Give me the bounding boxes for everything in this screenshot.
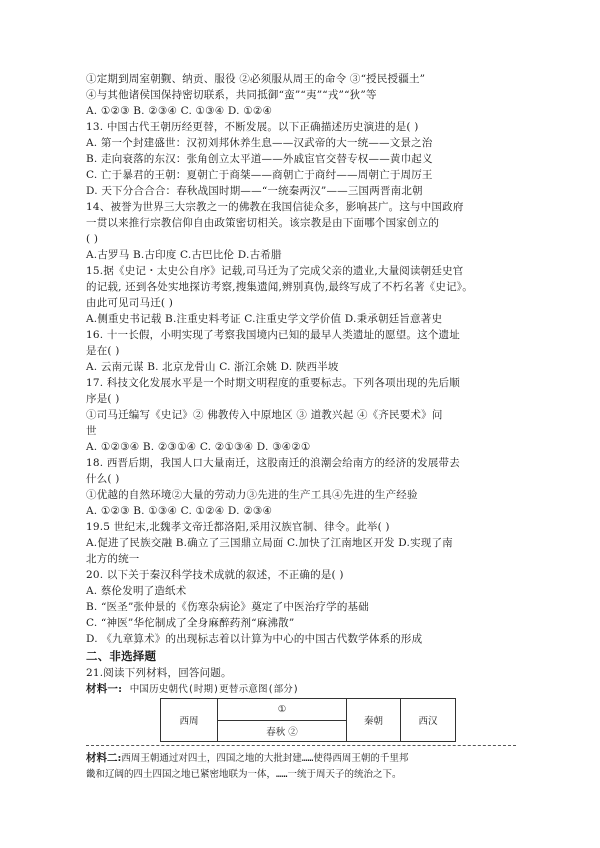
q13-option-a: A. 第一个封建盛世：汉初刘邦休养生息——汉武帝的大一统——文景之治 [86,137,433,149]
q20-option-b: B. “医圣”张仲景的《伤寒杂病论》奠定了中医治疗学的基础 [86,601,369,613]
q18-stem-1: 18. 西晋后期，我国人口大量南迁，这股南迁的浪潮会给南方的经济的发展带去 [86,457,460,469]
q17-items-1: ①司马迁编写《史记》② 佛教传入中原地区 ③ 道教兴起 ④《齐民要术》问 [86,409,443,421]
q13-option-d: D. 天下分合合合：春秋战国时期——“一统秦两汉”——三国两晋南北朝 [86,185,423,197]
cell-xizhou: 西周 [160,698,218,742]
cell-xihan: 西汉 [400,698,456,742]
q15-stem-1: 15.据《史记・太史公自序》记载,司马迁为了完成父亲的遗业,大量阅读朝廷史官 [86,265,464,277]
q14-stem-3: ( ) [86,233,99,245]
q14-stem-1: 14、被誉为世界三大宗教之一的佛教在我国信徒众多，影响甚广。这与中国政府 [86,201,464,213]
material2-line-1 [86,751,408,766]
q15-stem-2: 的记载, 还到各处实地探访考察,搜集遗闻,辨别真伪,最终写成了不朽名著《史记》。 [86,281,473,293]
q17-stem-2: 序是( ) [86,393,120,405]
material1-label: 材料一: [86,683,123,695]
q19-options-2: 北方的统一 [86,553,140,565]
q17-items-2: 世 [86,425,97,437]
q20-option-a: A. 蔡伦发明了造纸术 [86,585,187,597]
q14-options: A.古罗马 B.古印度 C.古巴比伦 D.古希腊 [86,249,282,261]
q18-stem-2: 什么( ) [86,473,120,485]
q17-stem-1: 17. 科技文化发展水平是一个时期文明程度的重要标志。下列各项出现的先后顺 [86,377,460,389]
material1-heading [86,682,299,697]
q20-option-c: C. “神医”华佗制成了全身麻醉药剂“麻沸散” [86,617,295,629]
material2-text-1: 西周王朝通过对四土，四国之地的大批封建……使得西周王朝的千里邦 [121,753,409,764]
q13-option-c: C. 亡于暴君的王朝：夏朝亡于商桀——商朝亡于商纣——周朝亡于周厉王 [86,169,433,181]
q12-answers: A. ①②③ B. ②③④ C. ①③④ D. ①②④ [86,105,273,117]
q17-options: A. ①②③④ B. ②③①④ C. ②①③④ D. ③④②① [86,441,311,453]
q16-stem-1: 16. 十一长假，小明实现了考察我国境内已知的最早人类遗址的愿望。这个遗址 [86,329,460,341]
q16-options: A. 云南元谋 B. 北京龙骨山 C. 浙江余姚 D. 陕西半坡 [86,361,339,373]
material2-line-2: 畿和辽阔的四土四国之地已紧密地联为一体，……一统于周天子的统治之下。 [86,769,402,780]
cell-period-1: ① [217,698,347,721]
q18-options: A. ①②③ B. ①③④ C. ①②④ D. ②③④ [86,505,273,517]
q15-stem-3: 由此可见司马迁( ) [86,297,174,309]
q12-option-line-1: ①定期到周室朝觐、纳贡、服役 ②必须服从周王的命令 ③“授民授疆土” [86,73,426,85]
q19-stem: 19.5 世纪末,北魏孝文帝迁都洛阳,采用汉族官制、律令。此举( ) [86,521,390,533]
q13-option-b: B. 走向衰落的东汉：张角创立太平道——外戚宦官交替专权——黄巾起义 [86,153,433,165]
q15-options: A.侧重史书记载 B.注重史料考证 C.注重史学文学价值 D.秉承朝廷旨意著史 [86,313,443,325]
q20-stem: 20. 以下关于秦汉科学技术成就的叙述，不正确的是( ) [86,569,344,581]
q18-items: ①优越的自然环境②大量的劳动力③先进的生产工具④先进的生产经验 [86,489,418,501]
cell-chunqiu: 春秋 ② [217,720,347,742]
q19-options-1: A.促进了民族交融 B.确立了三国鼎立局面 C.加快了江南地区开发 D.实现了南 [86,537,453,549]
cell-qin: 秦朝 [346,698,401,742]
dynasty-table [160,698,458,748]
divider [86,745,516,746]
section-title: 二、非选择题 [86,649,157,663]
q21-stem: 21.阅读下列材料，回答问题。 [86,667,232,679]
q16-stem-2: 是在( ) [86,345,120,357]
q20-option-d: D. 《九章算术》的出现标志着以计算为中心的中国古代数学体系的形成 [86,633,423,645]
material2-label: 材料二: [86,752,122,764]
q12-option-line-2: ④与其他诸侯国保持密切联系，共同抵御“蛮”“夷”“戎”“狄”等 [86,89,377,101]
q14-stem-2: 一贯以来推行宗教信仰自由政策密切相关。该宗教是由下面哪个国家创立的 [86,217,440,229]
q13-stem: 13. 中国古代王朝历经更替，不断发展。以下正确描述历史演进的是( ) [86,121,419,133]
material1-caption: 中国历史朝代(时期)更替示意图(部分) [129,684,299,695]
